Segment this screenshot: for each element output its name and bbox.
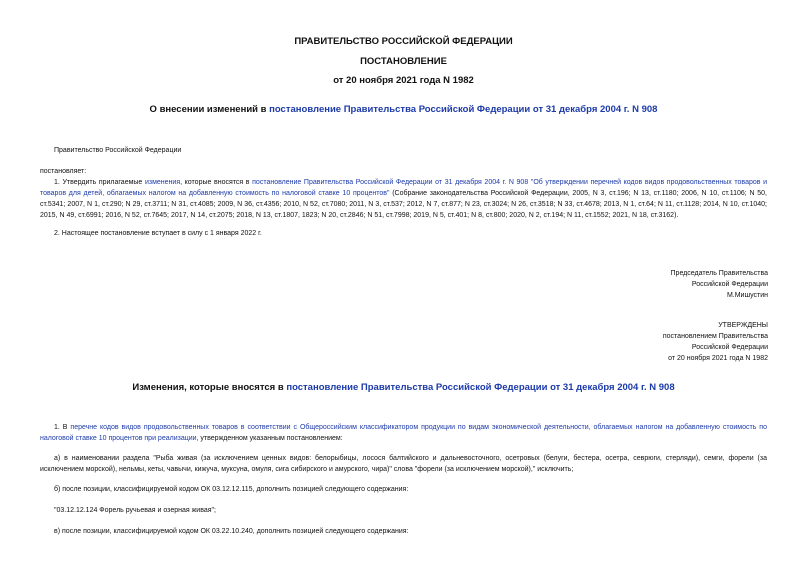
approval-line-4: от 20 ноября 2021 года N 1982 [668, 355, 768, 362]
approval-line-2: постановлением Правительства [662, 333, 768, 340]
signature-line-3: М.Мишустин [726, 292, 768, 299]
p1-text-c: (Собрание законодательства Российской Федерации, 2005, N 3, ст.196; N 13, ст.1180; 2006, N 10, ст.1106; N 50, ст.5341; 2007, N 1, ст.290; N 29, ст.3711; N 31, ст.4085; 2009, N 36, ст.4356; 2010, N 52, ст.7080; 2011, N 3, ст.537; 2012, N 7, ст.877; N 23, ст.3024; N 26, ст.3518; N 33, ст.4678; 2013, N 1, ст.64; N 11, ст.1128; 2014, N 10, ст.1040; 2015, N 49, ст.6991; 2016, N 52, ст.7645; 2017, N 14, ст.2075; 2018, N 13, ст.1807, 1823; N 20, ст.2846; N 51, ст.7998; 2019, N 5, ст.401; N 8, ст.800; 2020, N 2, ст.194; N 11, ст.1552; 2021, N 18, ст.3162). [40, 190, 767, 219]
resolves-text: постановляет: [40, 168, 87, 175]
approval-line-3: Российской Федерации [691, 344, 768, 351]
approval-line-1: УТВЕРЖДЕНЫ [718, 322, 768, 329]
changes-title-link[interactable]: постановление Правительства Российской Федерации от 31 декабря 2004 г. N 908 [286, 382, 675, 393]
changes-item-a: а) в наименовании раздела "Рыба живая (за исключением ценных видов: белорыбицы, лосося балтийского и дальневосточного, осетровых (белуги, бестера, осетра, севрюги, стерляди), семги, форели (за исключением морской), нельмы, кеты, чавычи, кижуча, муксуна, омуля, сига сибирского и амурского, чира)" слова "форели (за исключением морской)," исключить; [40, 455, 767, 473]
doc-type-heading: ПОСТАНОВЛЕНИЕ [360, 56, 447, 67]
paragraph-1 [40, 177, 767, 221]
codes-list-link[interactable]: перечне кодов видов продовольственных товаров в соответствии с Общероссийским классификатором продукции по видам экономической деятельности, облагаемых налогом на добавленную стоимость по налоговой ставке 10 процентов при реализации [40, 424, 767, 442]
p1-text-a: 1. Утвердить прилагаемые [54, 179, 145, 186]
item1-text-a: 1. В [54, 424, 71, 431]
resolution-title-prefix: О внесении изменений в [149, 104, 270, 115]
signature-line-2: Российской Федерации [691, 281, 768, 288]
changes-item-b-quote: "03.12.12.124 Форель ручьевая и озерная живая"; [54, 507, 216, 514]
changes-item-1 [40, 422, 767, 444]
paragraph-2: 2. Настоящее постановление вступает в силу с 1 января 2022 г. [54, 230, 262, 237]
signature-block [480, 268, 768, 301]
changes-item-b: б) после позиции, классифицируемой кодом ОК 03.12.12.115, дополнить позицией следующего содержания: [54, 486, 409, 493]
item1-text-b: , утвержденном указанным постановлением: [196, 435, 343, 442]
changes-item-c: в) после позиции, классифицируемой кодом ОК 03.22.10.240, дополнить позицией следующего содержания: [54, 528, 409, 535]
changes-title [0, 382, 807, 393]
resolution-title-link[interactable]: постановление Правительства Российской Федерации от 31 декабря 2004 г. N 908 [269, 104, 658, 115]
changes-title-prefix: Изменения, которые вносятся в [132, 382, 287, 393]
resolution-908-link[interactable]: постановление Правительства Российской Федерации от 31 декабря 2004 г. N 908 "Об утверждении перечней кодов видов продовольственных товаров и товаров для детей, облагаемых налогом на добавленную стоимость по налоговой ставке 10 процентов" [40, 179, 767, 197]
approval-block [480, 320, 768, 364]
changes-link[interactable]: изменения [144, 179, 181, 186]
org-heading: ПРАВИТЕЛЬСТВО РОССИЙСКОЙ ФЕДЕРАЦИИ [294, 36, 513, 47]
resolution-title [0, 104, 807, 115]
date-number-heading: от 20 ноября 2021 года N 1982 [333, 75, 474, 86]
p1-text-b: , которые вносятся в [180, 179, 253, 186]
signature-line-1: Председатель Правительства [670, 270, 768, 277]
issuer-text: Правительство Российской Федерации [54, 147, 182, 154]
